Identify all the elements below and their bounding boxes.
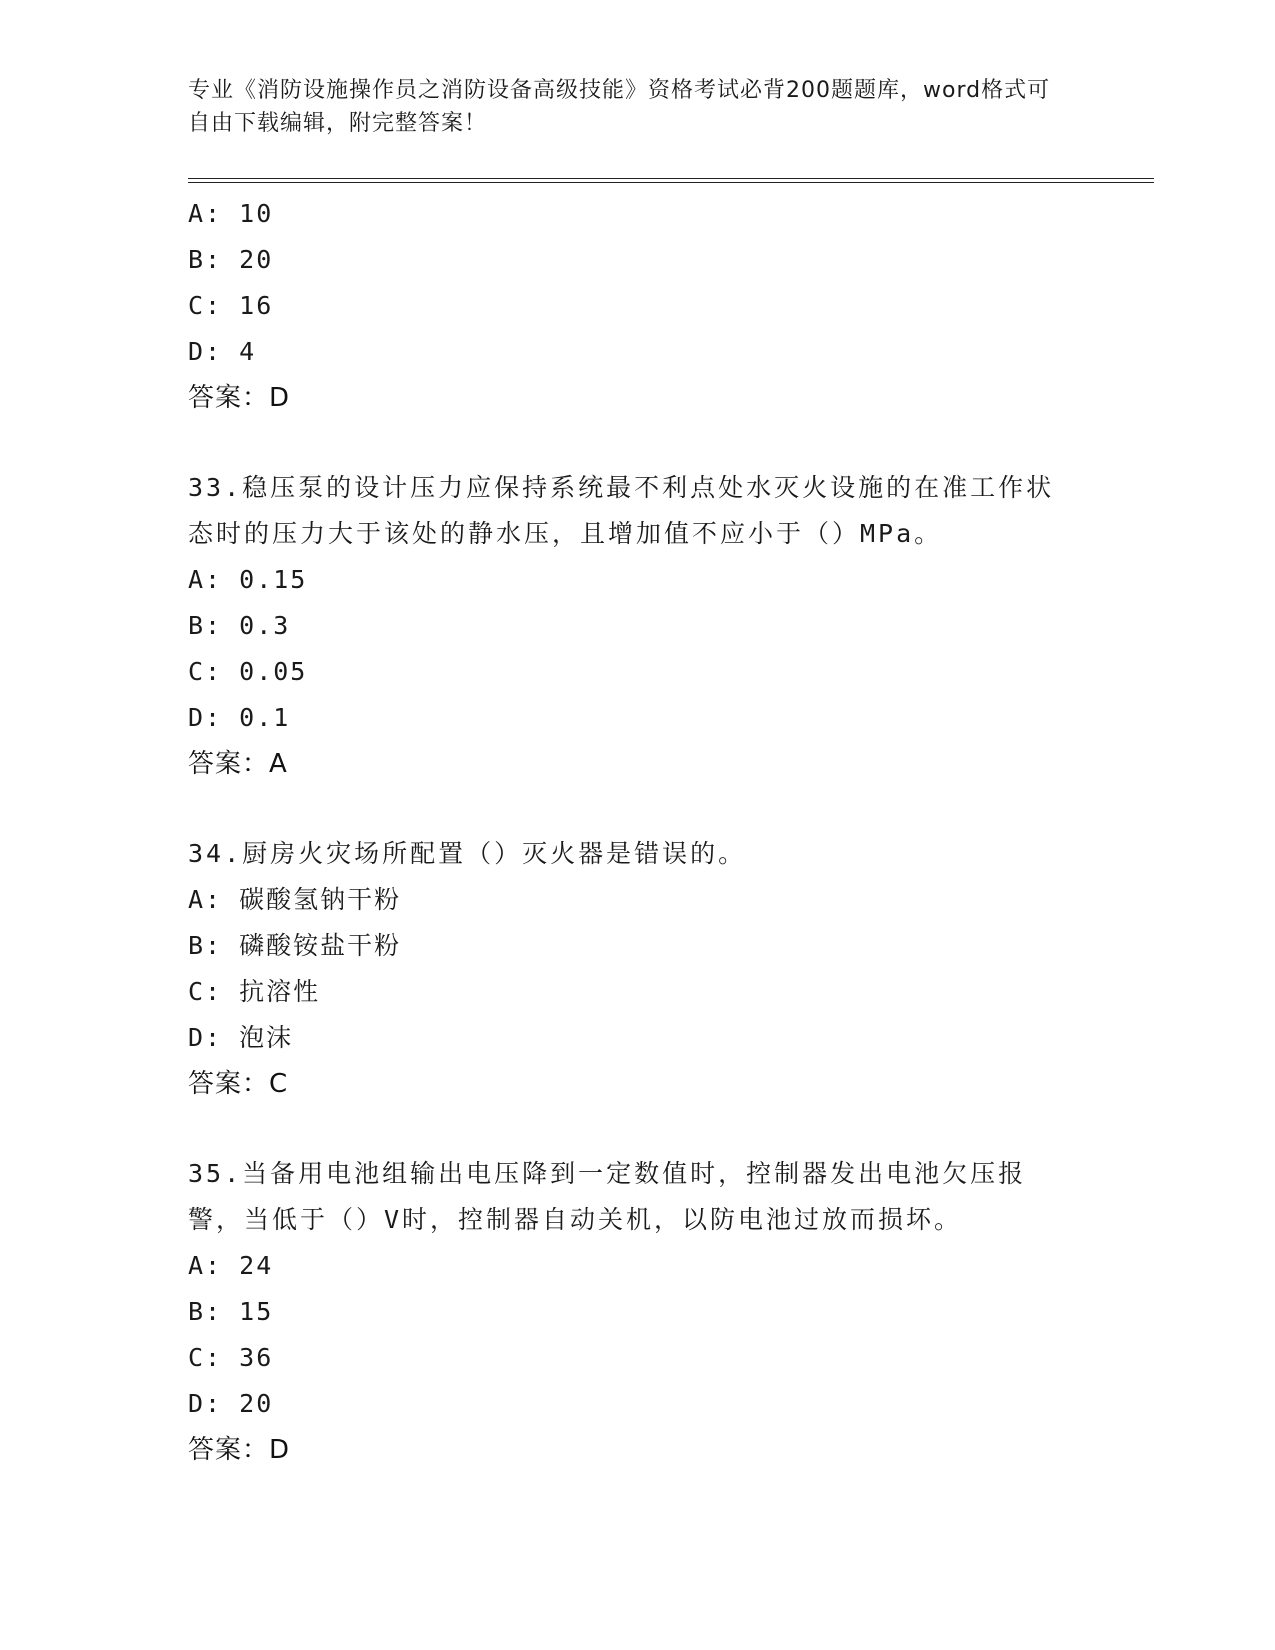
answer-label: 答案：C xyxy=(188,1069,289,1099)
question-block-34 xyxy=(188,831,1088,1107)
option-d: D: 0.1 xyxy=(188,703,291,732)
option-b: B: 磷酸铵盐干粉 xyxy=(188,931,402,960)
option-a: A: 碳酸氢钠干粉 xyxy=(188,885,402,914)
option-c: C: 16 xyxy=(188,291,274,320)
question-stem: 35.当备用电池组输出电压降到一定数值时，控制器发出电池欠压报警，当低于（）V时，控制器自动关机，以防电池过放而损坏。 xyxy=(188,1159,1027,1234)
question-stem: 34.厨房火灾场所配置（）灭火器是错误的。 xyxy=(188,839,747,868)
spacer xyxy=(188,1107,1088,1151)
answer-label: 答案：A xyxy=(188,749,288,779)
answer-label: 答案：D xyxy=(188,383,291,413)
document-header: 专业《消防设施操作员之消防设备高级技能》资格考试必背200题题库，word格式可自由下载编辑，附完整答案！ xyxy=(188,78,1051,136)
option-a: A: 10 xyxy=(188,199,274,228)
option-c: C: 抗溶性 xyxy=(188,977,321,1006)
option-c: C: 36 xyxy=(188,1343,274,1372)
question-block-previous xyxy=(188,191,1088,421)
spacer xyxy=(188,787,1088,831)
spacer xyxy=(188,421,1088,465)
option-a: A: 24 xyxy=(188,1251,274,1280)
question-list xyxy=(188,191,1088,1473)
option-b: B: 15 xyxy=(188,1297,274,1326)
question-block-33 xyxy=(188,465,1088,787)
answer-label: 答案：D xyxy=(188,1435,291,1465)
option-b: B: 20 xyxy=(188,245,274,274)
option-c: C: 0.05 xyxy=(188,657,308,686)
option-d: D: 泡沫 xyxy=(188,1023,294,1052)
option-b: B: 0.3 xyxy=(188,611,291,640)
header-divider xyxy=(188,178,1154,183)
option-d: D: 20 xyxy=(188,1389,274,1418)
question-block-35 xyxy=(188,1151,1088,1473)
option-a: A: 0.15 xyxy=(188,565,308,594)
option-d: D: 4 xyxy=(188,337,257,366)
question-stem: 33.稳压泵的设计压力应保持系统最不利点处水灭火设施的在准工作状态时的压力大于该处的静水压，且增加值不应小于（）MPa。 xyxy=(188,473,1055,548)
